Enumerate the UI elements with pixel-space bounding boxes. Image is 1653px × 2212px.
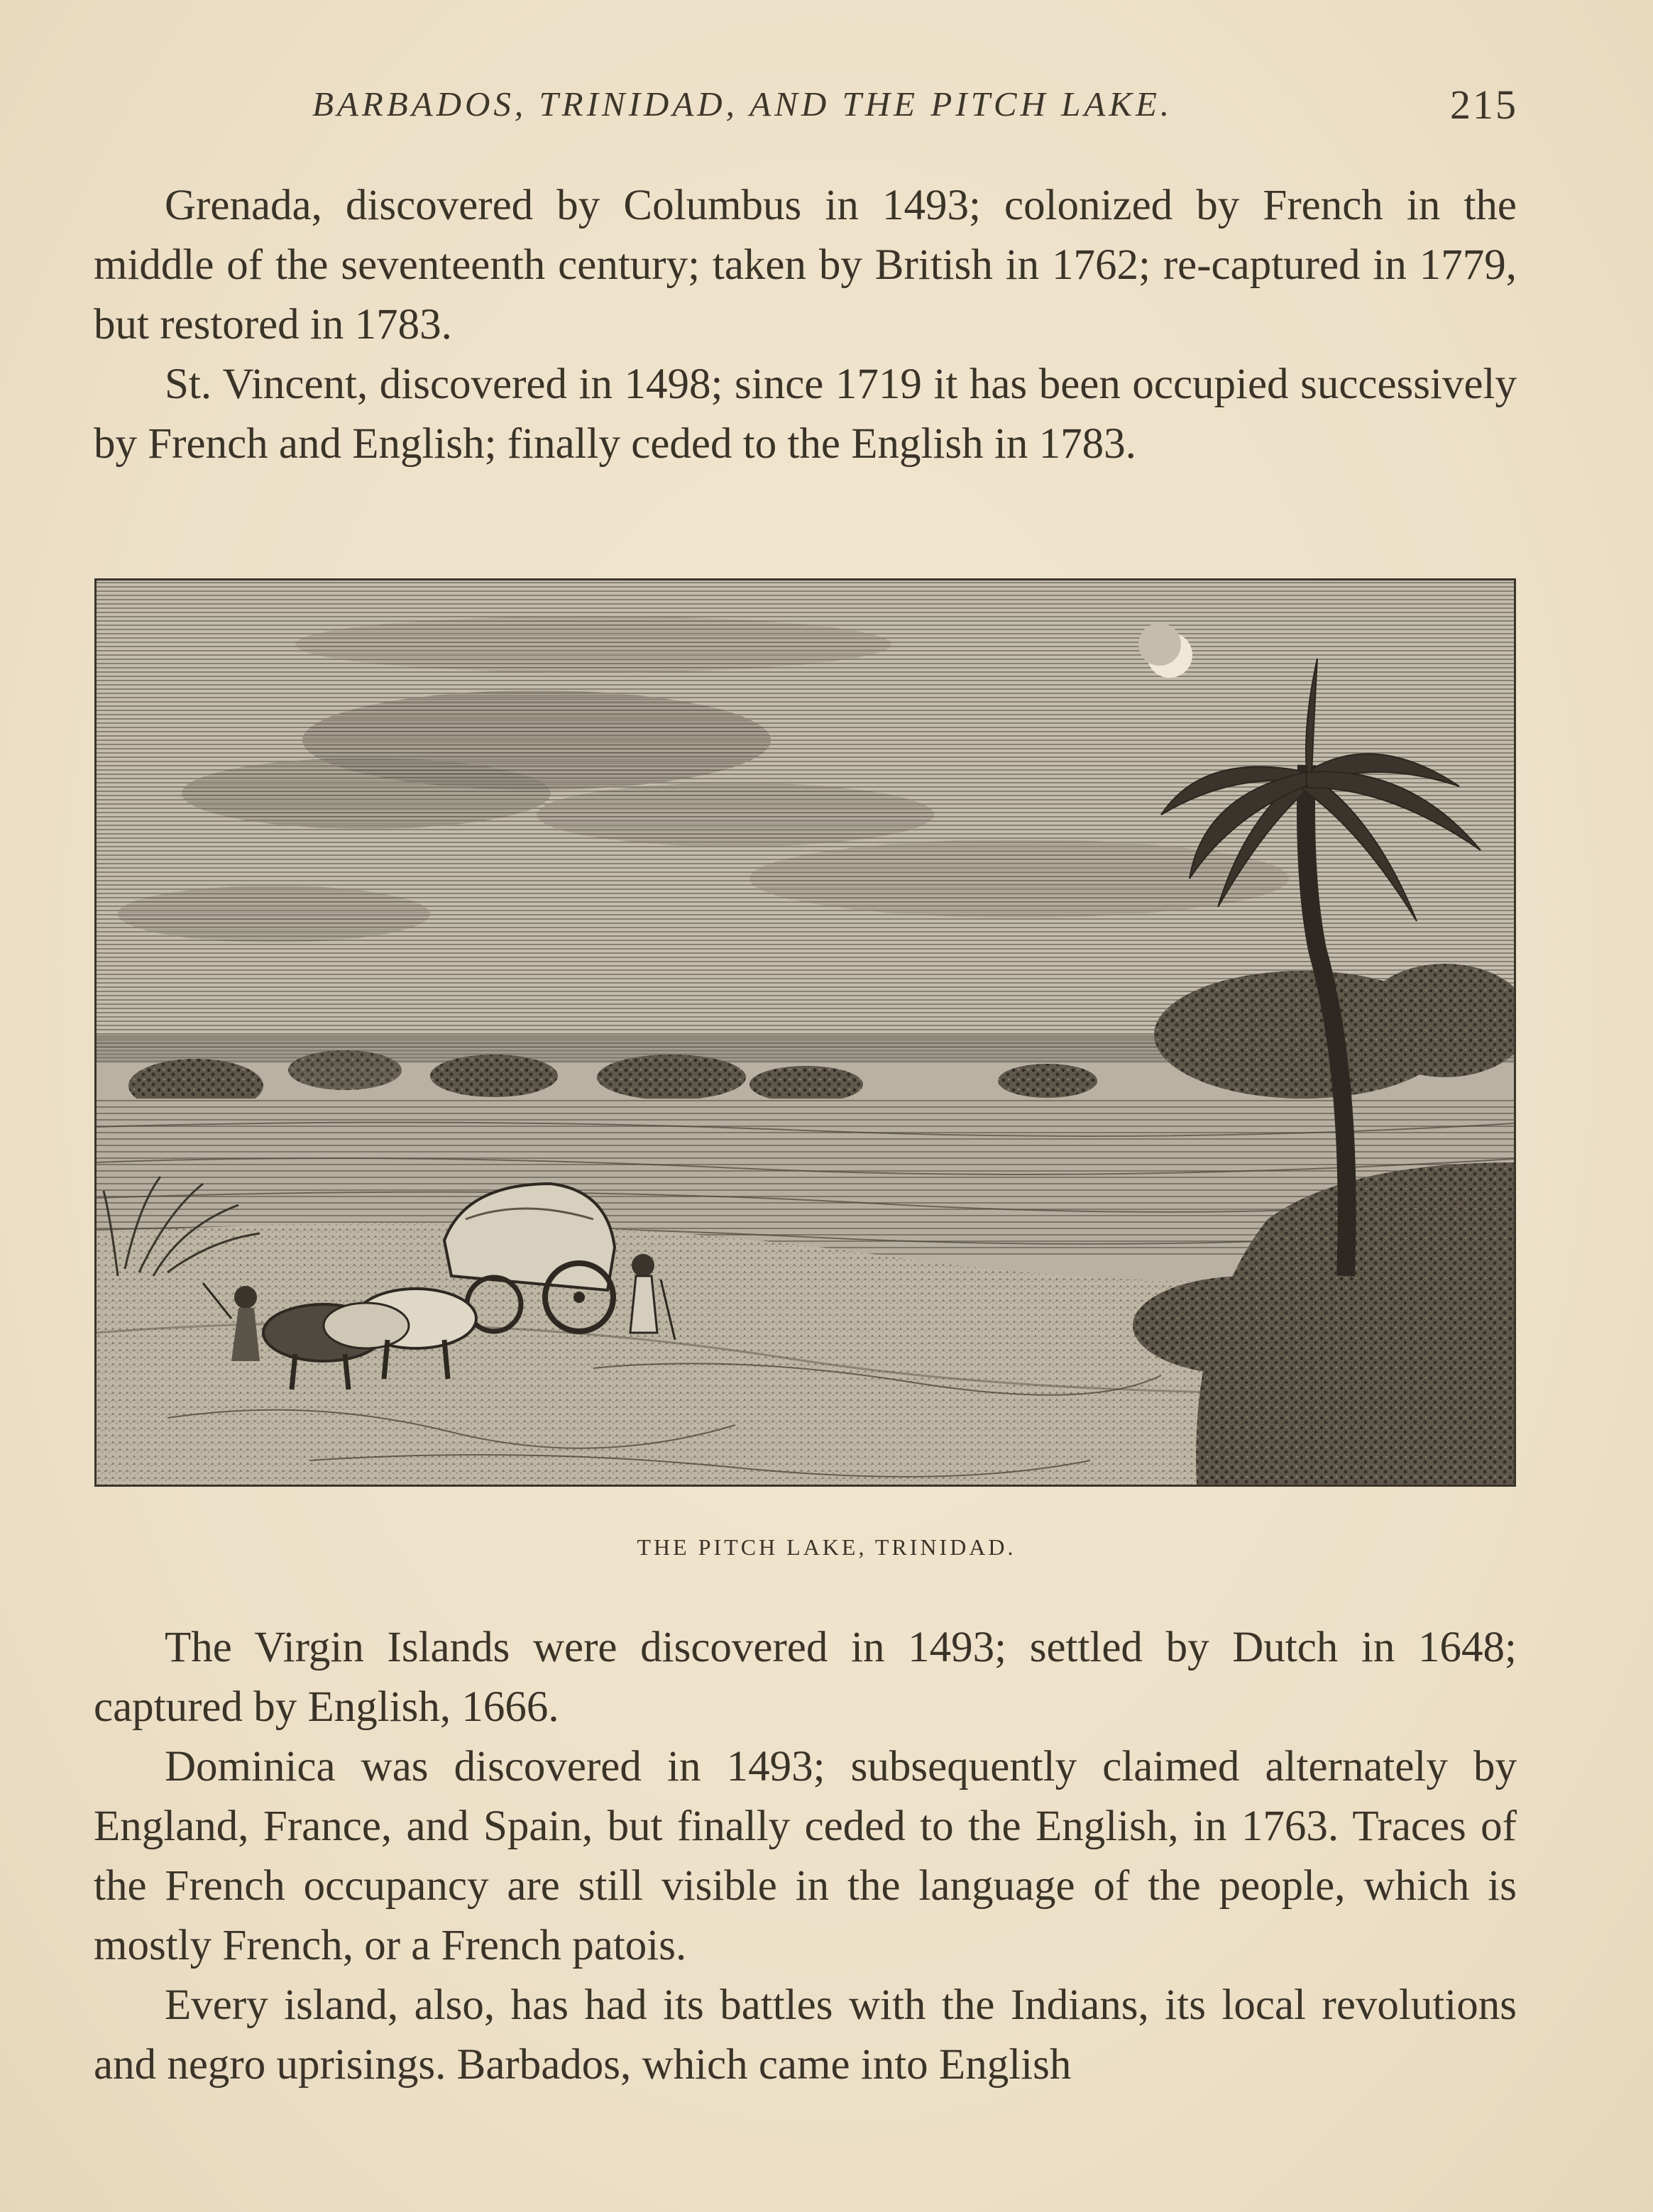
paragraph-st-vincent: St. Vincent, discovered in 1498; since 1719 it has been occupied successively by French and English; finally ceded to the English in 1783. <box>94 361 1517 468</box>
engraving-illustration <box>94 578 1516 1487</box>
paragraph-virgin-islands: The Virgin Islands were discovered in 1493; settled by Dutch in 1648; captured by English, 1666. <box>94 1624 1517 1731</box>
page-number: 215 <box>1450 82 1518 128</box>
paragraph-dominica: Dominica was discovered in 1493; subsequently claimed alternately by England, France, and Spain, but finally ceded to the English, in 1763. Traces of the French occupancy are still visible in the language of the people, which is mostly French, or a French patois. <box>94 1743 1517 1969</box>
bottom-text-block <box>94 1618 1517 2095</box>
running-title: BARBADOS, TRINIDAD, AND THE PITCH LAKE. <box>312 84 1173 123</box>
top-text-block <box>94 176 1517 474</box>
pitch-lake-engraving <box>97 580 1514 1485</box>
figure-caption: THE PITCH LAKE, TRINIDAD. <box>637 1534 1016 1560</box>
paragraph-grenada: Grenada, discovered by Columbus in 1493; colonized by French in the middle of the seventeenth century; taken by British in 1762; re-captured in 1779, but restored in 1783. <box>94 182 1517 348</box>
paragraph-battles: Every island, also, has had its battles with the Indians, its local revolutions and negro uprisings. Barbados, which came into English <box>94 1981 1517 2089</box>
